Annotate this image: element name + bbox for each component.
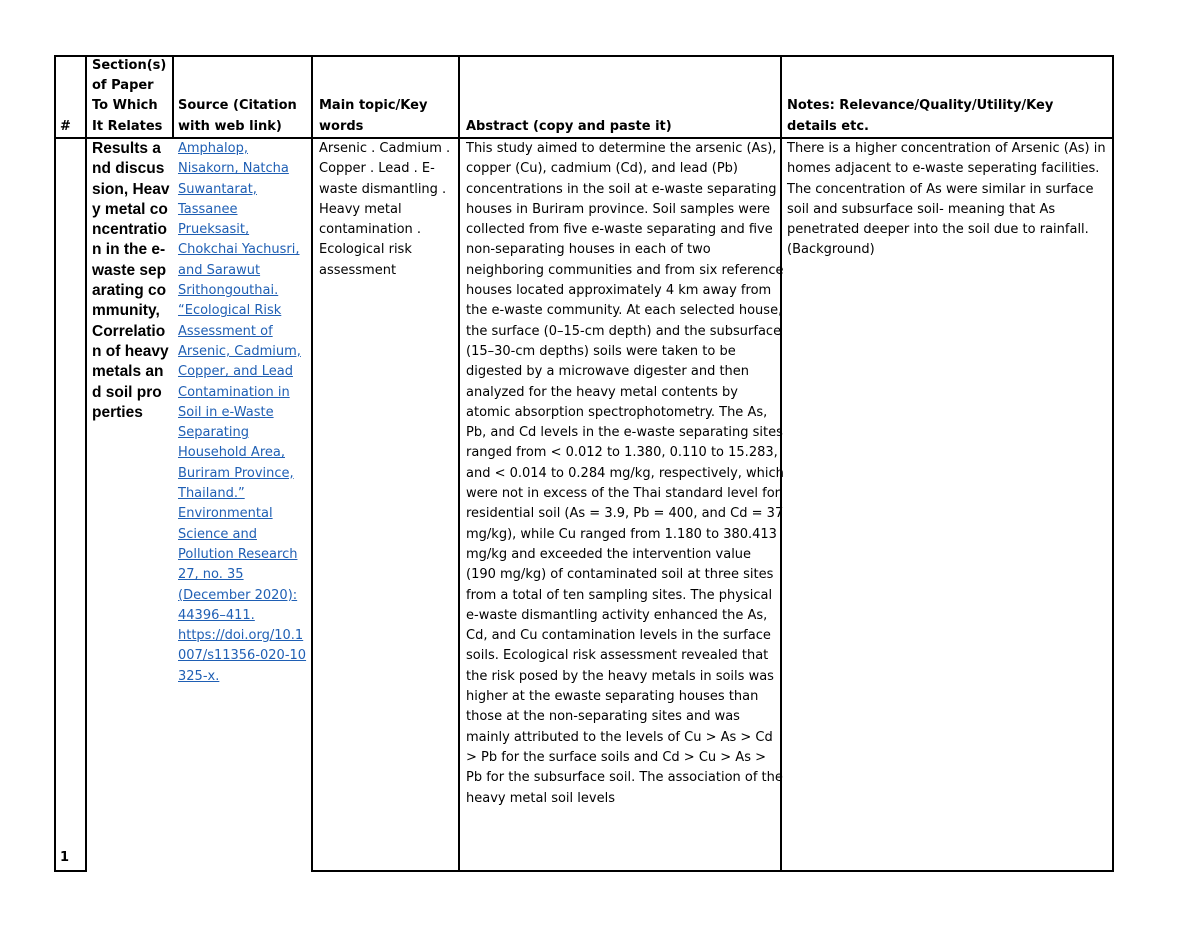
doi-link[interactable]: https://doi.org/10.1007/s11356-020-10325-x. <box>178 628 307 684</box>
col-border-right <box>1112 55 1114 872</box>
row-topic-text: Arsenic . Cadmium . Copper . Lead . E-waste dismantling . Heavy metal contamination . Ecological risk assessment <box>319 141 451 278</box>
col-border-section <box>172 55 174 139</box>
citation-link[interactable]: Amphalop, Nisakorn, Natcha Suwantarat, Tassanee Prueksasit, Chokchai Yachusri, and Sarawut Srithongouthai. “Ecological Risk Assessment of Arsenic, Cadmium, Copper, and Lead Contamination in Soil in e-Waste Separating Household Area, Buriram Province, Thailand.” Environmental Science and Pollution Research 27, no. 35 (December 2020): 44396–411. <box>178 141 301 623</box>
header-notes: Notes: Relevance/Quality/Utility/Key details etc. <box>787 98 1054 134</box>
col-border-num <box>85 55 87 872</box>
col-border-left <box>54 55 56 872</box>
col-border-source <box>311 55 313 872</box>
table-bottom-border-right <box>311 870 1114 872</box>
table-bottom-border <box>54 870 87 872</box>
research-matrix-table <box>54 55 1114 872</box>
header-section: Section(s) of Paper To Which It Relates <box>92 57 167 134</box>
row-abstract-text: This study aimed to determine the arsenic (As), copper (Cu), cadmium (Cd), and lead (Pb) concentrations in the soil at e-waste separating houses in Buriram province. Soil samples were collected from five e-waste separating and five non-separating houses in each of two neighboring communities and from six reference houses located approximately 4 km away from the e-waste community. At each selected house, the surface (0–15-cm depth) and the subsurface (15–30-cm depths) soils were taken to be digested by a microwave digester and then analyzed for the heavy metal contents by atomic absorption spectrophotometry. The As, Pb, and Cd levels in the e-waste separating sites ranged from < 0.012 to 1.380, 0.110 to 15.283, and < 0.014 to 0.284 mg/kg, respectively, which were not in excess of the Thai standard level for residential soil (As = 3.9, Pb = 400, and Cd = 37 mg/kg), while Cu ranged from 1.180 to 380.413 mg/kg and exceeded the intervention value (190 mg/kg) of contaminated soil at three sites from a total of ten sampling sites. The physical e-waste dismantling activity enhanced the As, Cd, and Cu contamination levels in the surface soils. Ecological risk assessment revealed that the risk posed by the heavy metals in soils was higher at the ewaste separating houses than those at the non-separating sites and was mainly attributed to the levels of Cu > As > Cd > Pb for the surface soils and Cd > Cu > As > Pb for the subsurface soil. The association of the heavy metal soil levels <box>466 141 784 806</box>
col-border-topic <box>458 55 460 872</box>
header-source: Source (Citation with web link) <box>178 98 297 134</box>
row-number: 1 <box>60 850 70 865</box>
row-notes-text: There is a higher concentration of Arsenic (As) in homes adjacent to e-waste seperating facilities. The concentration of As were similar in surface soil and subsurface soil- meaning that As penetrated deeper into the soil due to rainfall. (Background) <box>787 141 1106 258</box>
header-number: # <box>60 118 71 134</box>
row-source-cell <box>178 139 308 687</box>
row-section-text: Results and discussion, Heavy metal concentration in the e-waste separating community, Correlation of heavy metals and soil properties <box>92 140 170 421</box>
header-topic: Main topic/Key words <box>319 98 428 134</box>
header-abstract: Abstract (copy and paste it) <box>466 118 672 134</box>
